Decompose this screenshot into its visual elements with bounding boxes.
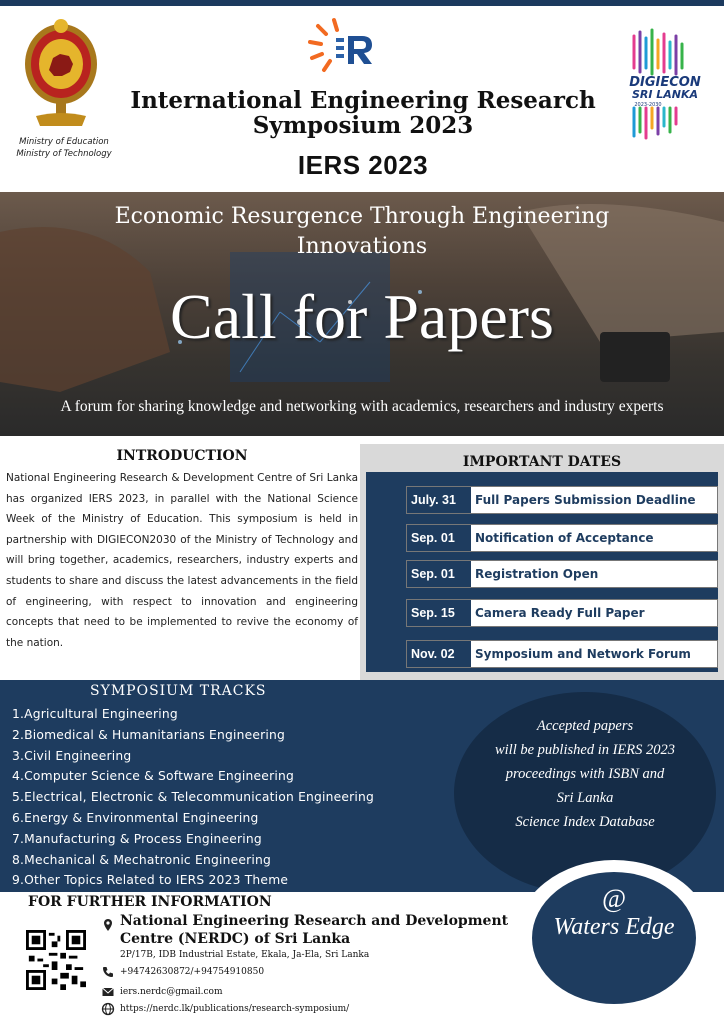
track-item: 4.Computer Science & Software Engineering (12, 769, 294, 784)
symposium-title-line1: International Engineering Research (130, 87, 596, 114)
hero-tagline-line2: Innovations (296, 234, 428, 259)
symposium-title-line2: Symposium 2023 (252, 112, 474, 139)
website-link[interactable]: https://nerdc.lk/publications/research-symposium/ (120, 1004, 350, 1014)
hero-tagline (30, 202, 694, 262)
accepted-note-line1: Accepted papers (536, 718, 634, 734)
date-row (406, 560, 718, 588)
date-label: Registration Open (475, 567, 599, 581)
ministry-technology: Ministry of Technology (16, 149, 112, 159)
hero-banner (0, 192, 724, 436)
org-address: 2P/17B, IDB Industrial Estate, Ekala, Ja-Ela, Sri Lanka (120, 950, 370, 960)
globe-icon (101, 1002, 115, 1016)
date-row (406, 524, 718, 552)
track-item: 9.Other Topics Related to IERS 2023 Theme (12, 873, 289, 888)
accepted-note-line3: proceedings with ISBN and (505, 766, 665, 782)
date-badge: July. 31 (407, 487, 471, 513)
date-label: Symposium and Network Forum (475, 647, 691, 661)
date-label: Camera Ready Full Paper (475, 606, 645, 620)
introduction-heading: INTRODUCTION (116, 448, 248, 464)
accepted-note-line2: will be published in IERS 2023 (494, 742, 676, 758)
digiecon-logo (612, 28, 718, 142)
track-item: 3.Civil Engineering (12, 748, 132, 763)
digiecon-line1: DIGIECON (629, 75, 701, 90)
date-row (406, 599, 718, 627)
track-item: 8.Mechanical & Mechatronic Engineering (12, 852, 271, 867)
symposium-title (108, 88, 618, 138)
date-label: Notification of Acceptance (475, 531, 654, 545)
tracks-heading: SYMPOSIUM TRACKS (90, 683, 267, 699)
ministry-credit (8, 136, 120, 160)
digiecon-line2: SRI LANKA (631, 88, 699, 101)
org-name-line1: National Engineering Research and Development (120, 913, 509, 929)
hero-tagline-line1: Economic Resurgence Through Engineering (114, 204, 610, 229)
org-name-line2: Centre (NERDC) of Sri Lanka (120, 931, 351, 947)
introduction-body: National Engineering Research & Development Centre of Sri Lanka has organized IERS 2023, in parallel with the National Science Week of the Ministry of Education. This symposium is held in partnership with DIGIECON2030 of the Ministry of Technology and will bring together, academics, researchers, industry experts and students to share and discuss the latest advancements in the field of engineering, with respect to innovation and engineering concepts that need to be implemented to revive the economy of the nation. (6, 472, 358, 649)
location-pin-icon (101, 918, 115, 932)
date-badge: Sep. 01 (407, 561, 471, 587)
important-dates-panel (366, 472, 718, 672)
info-section (0, 436, 724, 680)
track-item: 6.Energy & Environmental Engineering (12, 810, 259, 825)
track-item: 7.Manufacturing & Process Engineering (12, 831, 262, 846)
iers-logo-icon (304, 16, 378, 78)
header (0, 0, 724, 192)
accepted-papers-note (468, 714, 702, 834)
track-item: 5.Electrical, Electronic & Telecommunication Engineering (12, 790, 375, 805)
important-dates-box (360, 444, 724, 680)
email-icon (101, 985, 115, 999)
date-badge: Sep. 01 (407, 525, 471, 551)
ministry-education: Ministry of Education (19, 137, 109, 147)
important-dates-heading: IMPORTANT DATES (462, 454, 622, 470)
sri-lanka-emblem-icon (22, 14, 100, 132)
venue-at-symbol: @ (602, 884, 626, 913)
track-item: 2.Biomedical & Humanitarians Engineering (12, 727, 286, 742)
qr-code-icon[interactable] (26, 930, 86, 990)
date-badge: Nov. 02 (407, 641, 471, 667)
venue-name: Waters Edge (553, 914, 675, 940)
email-address[interactable]: iers.nerdc@gmail.com (120, 987, 223, 997)
call-for-papers-headline: Call for Papers (170, 281, 554, 352)
tracks-list (12, 704, 452, 891)
accepted-note-line4: Sri Lanka (556, 790, 614, 806)
date-badge: Sep. 15 (407, 600, 471, 626)
phone-icon (101, 965, 115, 979)
date-row (406, 640, 718, 668)
further-info-heading: FOR FURTHER INFORMATION (28, 894, 272, 910)
iers-short-title: IERS 2023 (297, 150, 429, 180)
accepted-note-line5: Science Index Database (515, 814, 655, 830)
date-row (406, 486, 718, 514)
phone-number[interactable]: +94742630872/+94754910850 (120, 967, 265, 977)
track-item: 1.Agricultural Engineering (12, 707, 178, 721)
forum-subline: A forum for sharing knowledge and networking with academics, researchers and industry experts (60, 398, 664, 415)
digiecon-year: 2023-2030 (634, 102, 662, 108)
date-label: Full Papers Submission Deadline (475, 493, 696, 507)
